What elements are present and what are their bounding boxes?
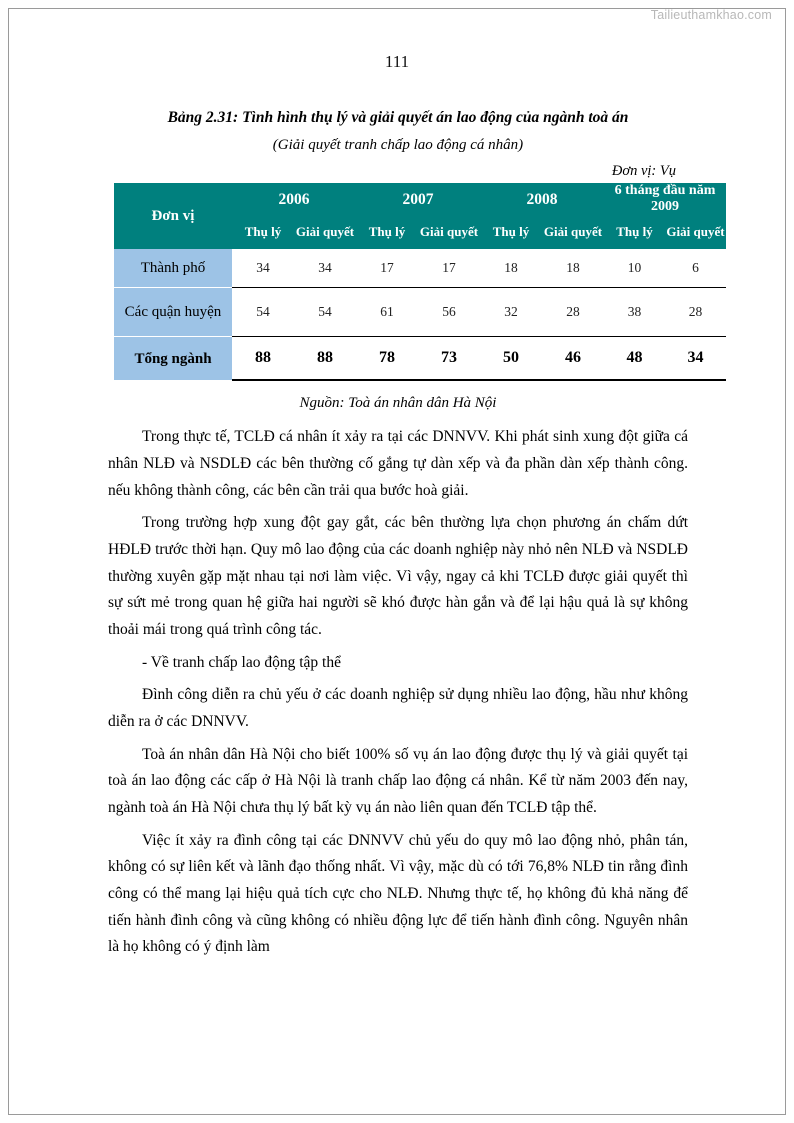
table-title: Bảng 2.31: Tình hình thụ lý và giải quyết án lao động của ngành toà án xyxy=(167,109,629,126)
paragraph-3-heading: - Về tranh chấp lao động tập thể xyxy=(142,653,341,671)
paragraph-4: Đình công diễn ra chủ yếu ở các doanh nghiệp sử dụng nhiều lao động, hầu như không diễn ra ở các DNNVV. xyxy=(108,686,688,730)
cell-r2-c2: 78 xyxy=(356,337,418,381)
cell-r2-c1: 88 xyxy=(294,337,356,381)
header-cell-2007-thuly: Thụ lý xyxy=(356,215,418,249)
cell-r2-c6: 48 xyxy=(604,337,665,381)
row-label-cac-quan-huyen: Các quận huyện xyxy=(114,288,232,337)
table-unit-note: Đơn vị: Vụ xyxy=(611,163,676,180)
header-cell-unit: Đơn vị xyxy=(114,183,232,249)
cell-r1-c3: 56 xyxy=(418,288,480,337)
header-cell-2009-thuly: Thụ lý xyxy=(604,215,665,249)
header-cell-2007: 2007 xyxy=(356,183,480,215)
cell-r1-c7: 28 xyxy=(665,288,726,337)
cell-r0-c0: 34 xyxy=(232,249,294,288)
cell-r1-c6: 38 xyxy=(604,288,665,337)
cell-r2-c7: 34 xyxy=(665,337,726,381)
paragraph-2: Trong trường hợp xung đột gay gắt, các bên thường lựa chọn phương án chấm dứt HĐLĐ trước thời hạn. Quy mô lao động của các doanh nghiệp này nhỏ nên NLĐ và NSDLĐ thường xuyên gặp mặt nhau tại nơi làm việc. Vì vậy, ngay cả khi TCLĐ được giải quyết thì sự sứt mẻ trong quan hệ giữa hai người sẽ khó được hàn gắn và để lại hậu quả là sự không thoải mái trong quá trình công tác. xyxy=(108,514,688,638)
header-cell-2009-half: 6 tháng đầu năm 2009 xyxy=(604,183,726,215)
cell-r0-c2: 17 xyxy=(356,249,418,288)
cell-r2-c3: 73 xyxy=(418,337,480,381)
header-cell-2008-thuly: Thụ lý xyxy=(480,215,542,249)
cell-r2-c5: 46 xyxy=(542,337,604,381)
row-label-thanh-pho: Thành phố xyxy=(114,249,232,288)
paragraph-5: Toà án nhân dân Hà Nội cho biết 100% số vụ án lao động được thụ lý và giải quyết tại toà án lao động các cấp ở Hà Nội là tranh chấp lao động cá nhân. Kể từ năm 2003 đến nay, ngành toà án Hà Nội chưa thụ lý bất kỳ vụ án nào liên quan đến TCLĐ tập thể. xyxy=(108,745,688,816)
paragraph-1: Trong thực tế, TCLĐ cá nhân ít xảy ra tại các DNNVV. Khi phát sinh xung đột giữa cá nhân NLĐ và NSDLĐ các bên thường cố gắng tự dàn xếp và đa phần dàn xếp thành công. nếu không thành công, các bên cần trải qua bước hoà giải. xyxy=(108,428,688,499)
page-content xyxy=(108,108,725,961)
header-cell-2006: 2006 xyxy=(232,183,356,215)
table-header-row-periods xyxy=(114,183,726,215)
cell-r0-c5: 18 xyxy=(542,249,604,288)
cell-r0-c7: 6 xyxy=(665,249,726,288)
header-cell-2006-thuly: Thụ lý xyxy=(232,215,294,249)
cell-r0-c4: 18 xyxy=(480,249,542,288)
cell-r1-c4: 32 xyxy=(480,288,542,337)
cell-r2-c4: 50 xyxy=(480,337,542,381)
table-subtitle: (Giải quyết tranh chấp lao động cá nhân) xyxy=(272,136,524,153)
header-cell-2006-giaiquyet: Giải quyết xyxy=(294,215,356,249)
cell-r0-c6: 10 xyxy=(604,249,665,288)
court-cases-table xyxy=(114,183,726,381)
header-cell-2008-giaiquyet: Giải quyết xyxy=(542,215,604,249)
row-label-tong-nganh: Tổng ngành xyxy=(114,337,232,381)
cell-r1-c5: 28 xyxy=(542,288,604,337)
header-cell-2009-giaiquyet: Giải quyết xyxy=(665,215,726,249)
cell-r2-c0: 88 xyxy=(232,337,294,381)
header-cell-2007-giaiquyet: Giải quyết xyxy=(418,215,480,249)
table-source: Nguồn: Toà án nhân dân Hà Nội xyxy=(299,395,497,412)
table-row-total xyxy=(114,337,726,381)
cell-r1-c0: 54 xyxy=(232,288,294,337)
site-watermark: Tailieuthamkhao.com xyxy=(650,8,772,22)
table-row xyxy=(114,288,726,337)
header-cell-2008: 2008 xyxy=(480,183,604,215)
cell-r0-c1: 34 xyxy=(294,249,356,288)
cell-r1-c2: 61 xyxy=(356,288,418,337)
cell-r0-c3: 17 xyxy=(418,249,480,288)
paragraph-6: Việc ít xảy ra đình công tại các DNNVV chủ yếu do quy mô lao động nhỏ, phân tán, không có sự liên kết và lãnh đạo thống nhất. Vì vậy, mặc dù có tới 76,8% NLĐ tin rằng đình công có thể mang lại hiệu quả tích cực cho NLĐ. Nhưng thực tế, họ không đủ khả năng để tiến hành đình công và cũng không có nhiều động lực để tiến hành đình công. Nguyên nhân là họ không có ý định làm xyxy=(108,831,688,956)
table-row xyxy=(114,249,726,288)
page-number: 111 xyxy=(384,52,410,71)
cell-r1-c1: 54 xyxy=(294,288,356,337)
